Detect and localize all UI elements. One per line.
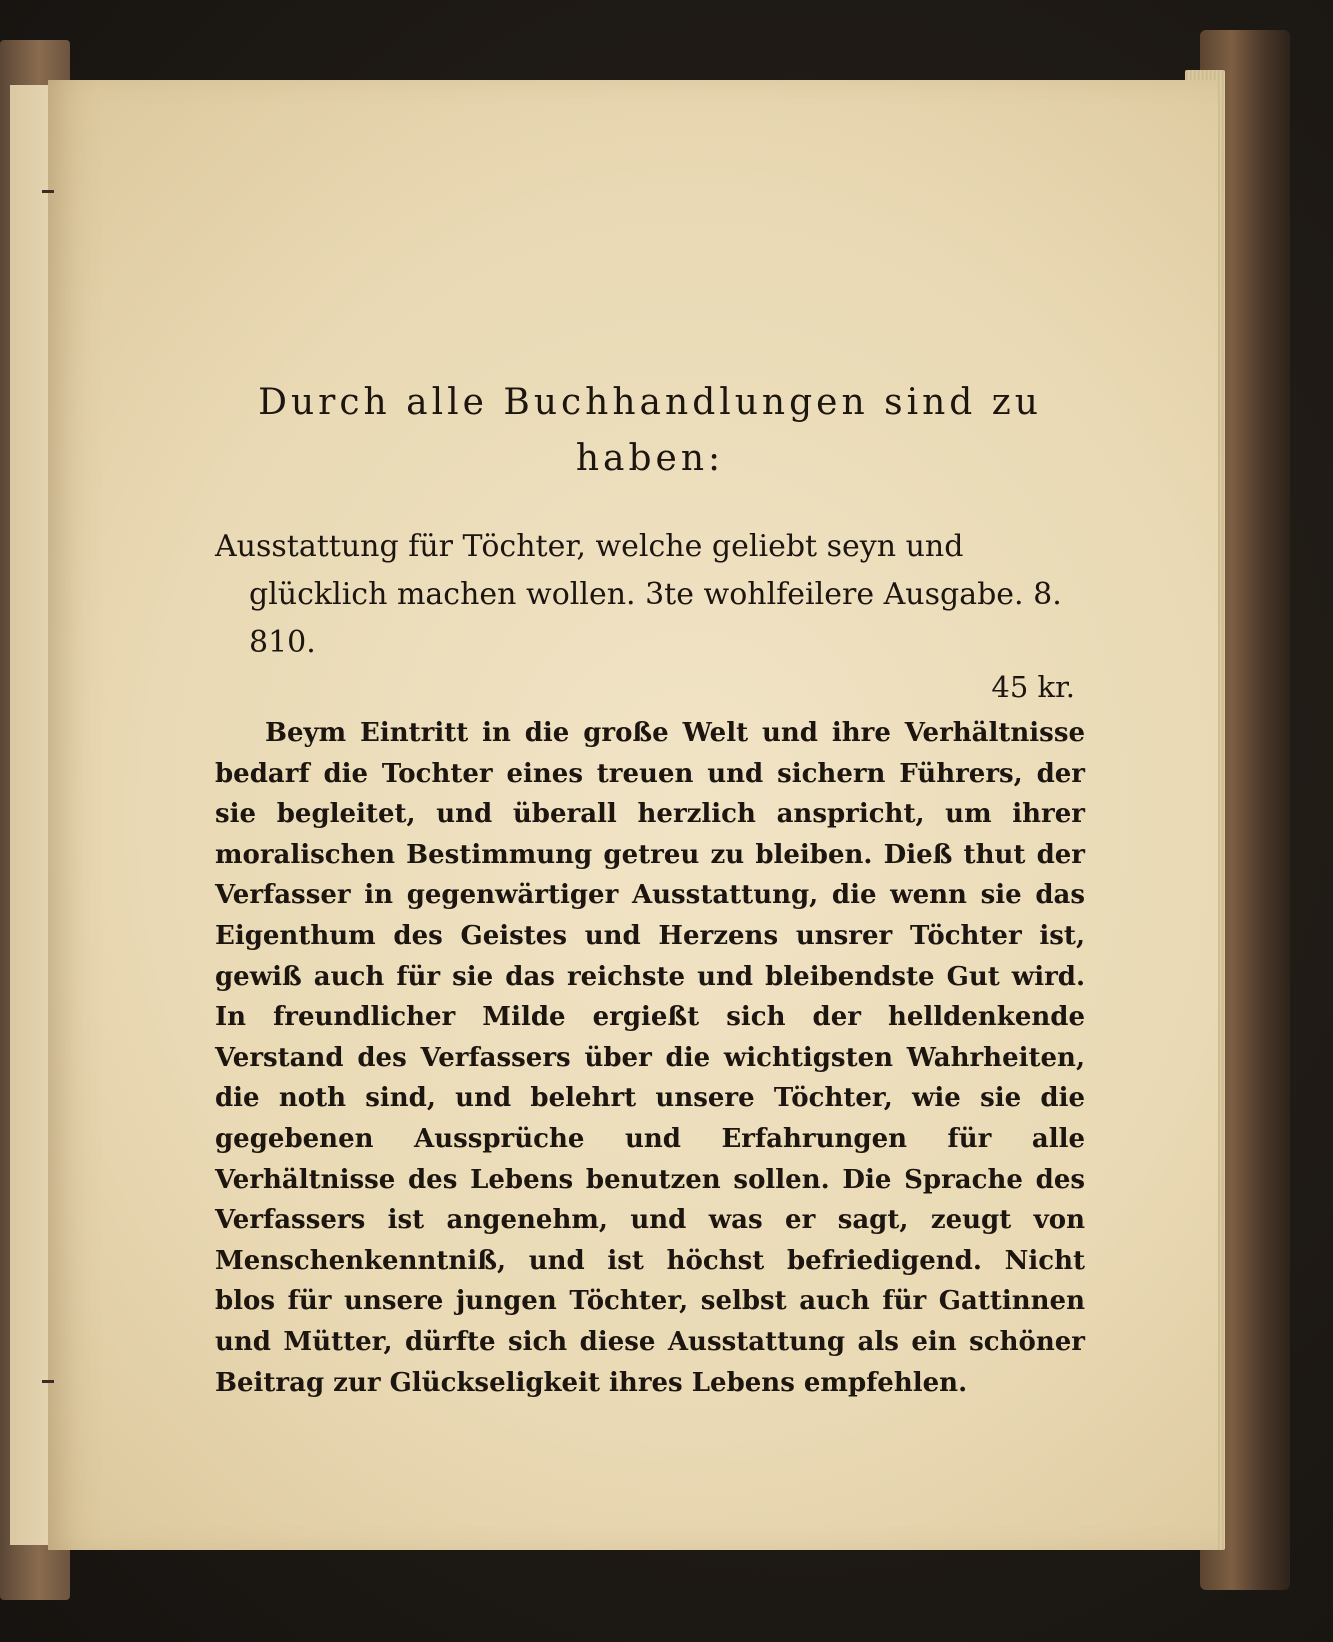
book-description: Beym Eintritt in die große Welt und ihre Verhältnisse bedarf die Tochter eines treuen und sichern Führers, der sie begleitet, und überall herzlich anspricht, um ihrer moralischen Bestimmung getreu zu bleiben. Dieß thut der Verfasser in gegenwärtiger Ausstattung, die wenn sie das Eigenthum des Geistes und Herzens unsrer Töchter ist, gewiß auch für sie das reichste und bleibendste Gut wird. In freundlicher Milde ergießt sich der helldenkende Verstand des Verfassers über die wichtigsten Wahrheiten, die noth sind, und belehrt unsere Töchter, wie sie die gegebenen Aussprüche und Erfahrungen für alle Verhältnisse des Lebens benutzen sollen. Die Sprache des Verfassers ist angenehm, und was er sagt, zeugt von Menschenkenntniß, und ist höchst befriedigend. Nicht blos für unsere jungen Töchter, selbst auch für Gattinnen und Mütter, dürfte sich diese Ausstattung als ein schöner Beitrag zur Glückseligkeit ihres Lebens empfehlen. (215, 718, 1085, 1398)
book-price: 45 kr. (991, 670, 1075, 704)
margin-mark (42, 1380, 54, 1383)
book-title: Ausstattung für Töchter, welche geliebt seyn und glücklich machen wollen. 3te wohlfeilere Ausgabe. 8. 810. (215, 529, 1062, 660)
page-content (215, 375, 1085, 1403)
advertisement-heading (215, 375, 1085, 487)
heading-line-2: haben: (575, 438, 725, 479)
margin-mark (42, 190, 54, 193)
heading-line-1: Durch alle Buchhandlungen sind zu (258, 382, 1042, 423)
left-page-edge (10, 85, 50, 1545)
